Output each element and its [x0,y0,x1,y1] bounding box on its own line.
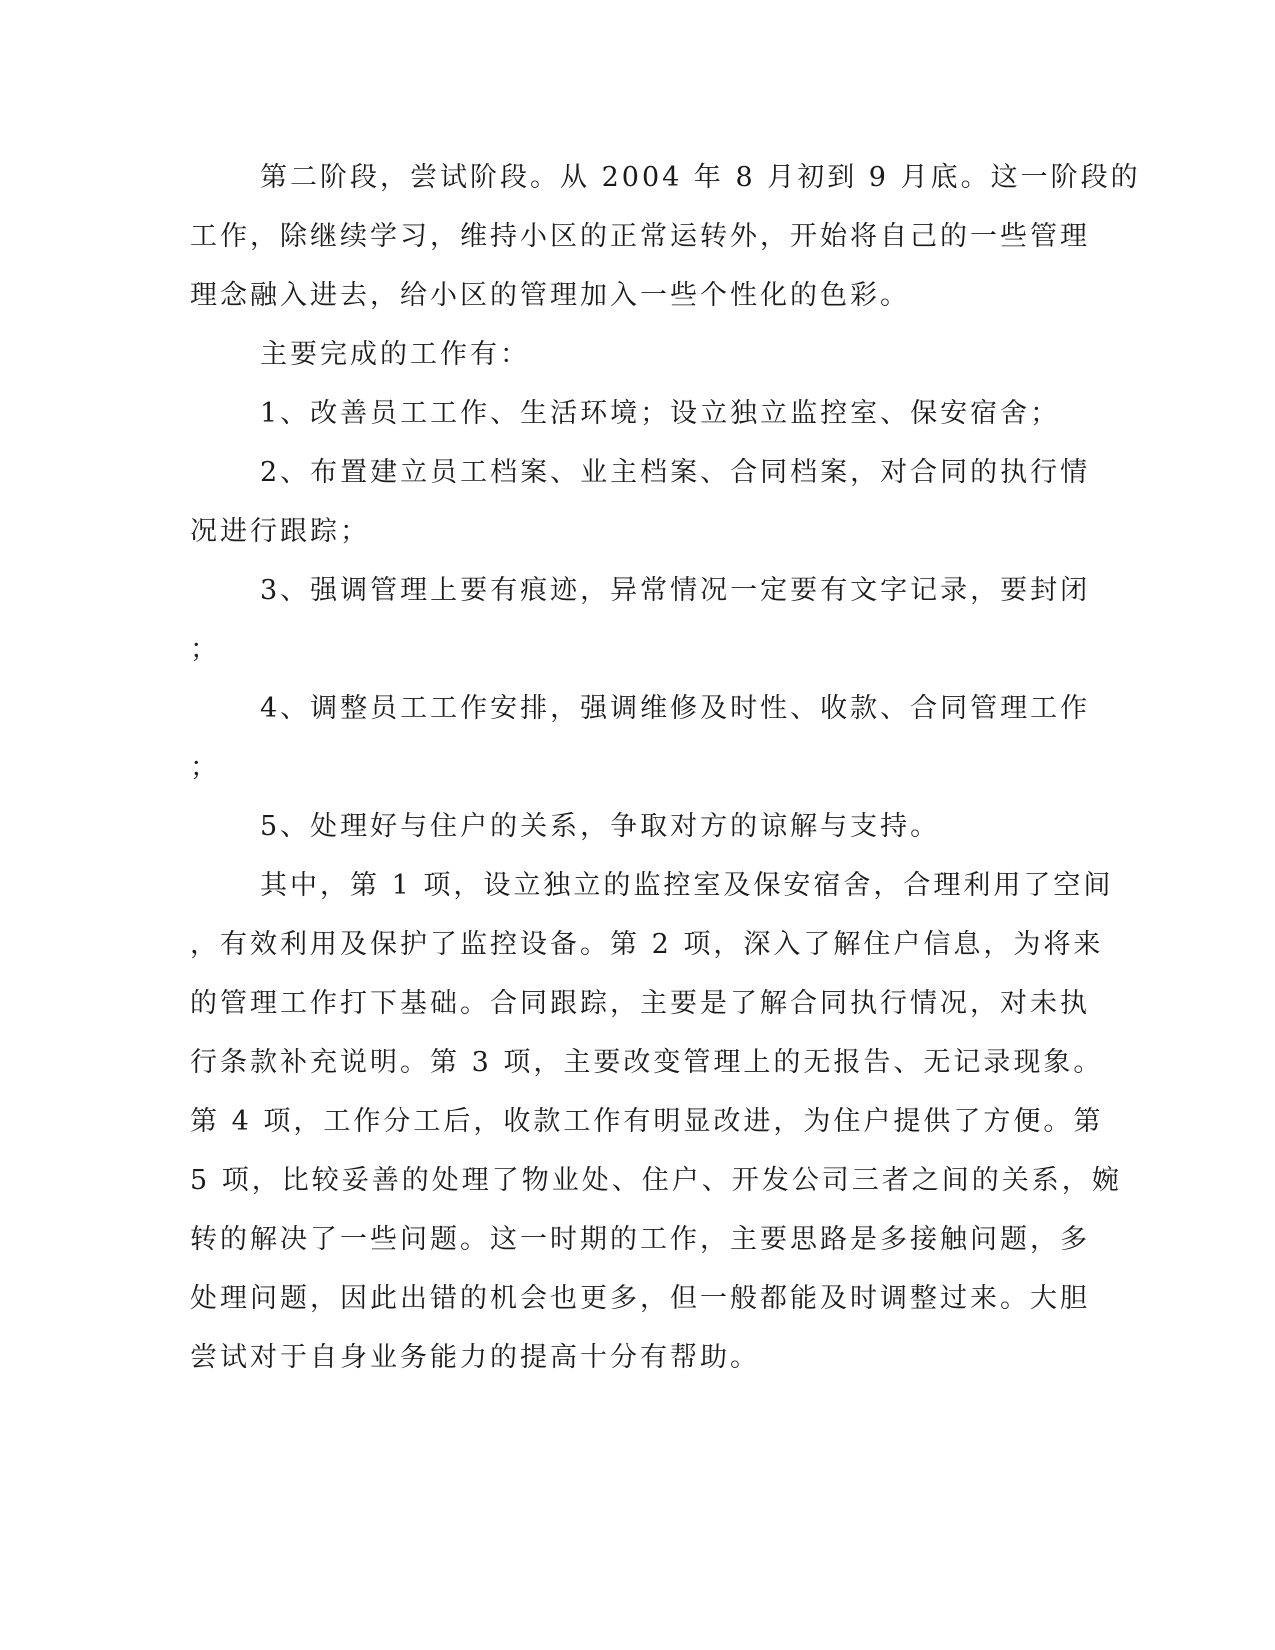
text-line: 工作，除继续学习，维持小区的正常运转外，开始将自己的一些管理 [190,221,1090,252]
text-line: 第 4 项，工作分工后，收款工作有明显改进，为住户提供了方便。第 [190,1106,1104,1137]
text-line: 理念融入进去，给小区的管理加入一些个性化的色彩。 [190,280,910,311]
text-line: 其中，第 1 项，设立独立的监控室及保安宿舍，合理利用了空间 [260,870,1114,901]
text-line: 况进行跟踪； [190,516,370,547]
text-line: 转的解决了一些问题。这一时期的工作，主要思路是多接触问题，多 [190,1224,1090,1255]
text-line: ； [190,752,220,783]
text-line: 的管理工作打下基础。合同跟踪，主要是了解合同执行情况，对未执 [190,988,1090,1019]
text-line: 5 项，比较妥善的处理了物业处、住户、开发公司三者之间的关系，婉 [190,1165,1122,1196]
list-item: 2、布置建立员工档案、业主档案、合同档案，对合同的执行情 [260,457,1091,488]
text-line: 尝试对于自身业务能力的提高十分有帮助。 [190,1342,760,1373]
list-item: 1、改善员工工作、生活环境；设立独立监控室、保安宿舍； [260,398,1061,429]
text-line: 主要完成的工作有： [260,339,530,370]
text-line: 行条款补充说明。第 3 项，主要改变管理上的无报告、无记录现象。 [190,1047,1104,1078]
text-line: 第二阶段，尝试阶段。从 2004 年 8 月初到 9 月底。这一阶段的 [260,162,1141,193]
text-line: ，有效利用及保护了监控设备。第 2 项，深入了解住户信息，为将来 [190,929,1104,960]
list-item: 3、强调管理上要有痕迹，异常情况一定要有文字记录，要封闭 [260,575,1091,606]
list-item: 5、处理好与住户的关系，争取对方的谅解与支持。 [260,811,941,842]
text-line: 处理问题，因此出错的机会也更多，但一般都能及时调整过来。大胆 [190,1283,1090,1314]
text-line: ； [190,634,220,665]
list-item: 4、调整员工工作安排，强调维修及时性、收款、合同管理工作 [260,693,1091,724]
